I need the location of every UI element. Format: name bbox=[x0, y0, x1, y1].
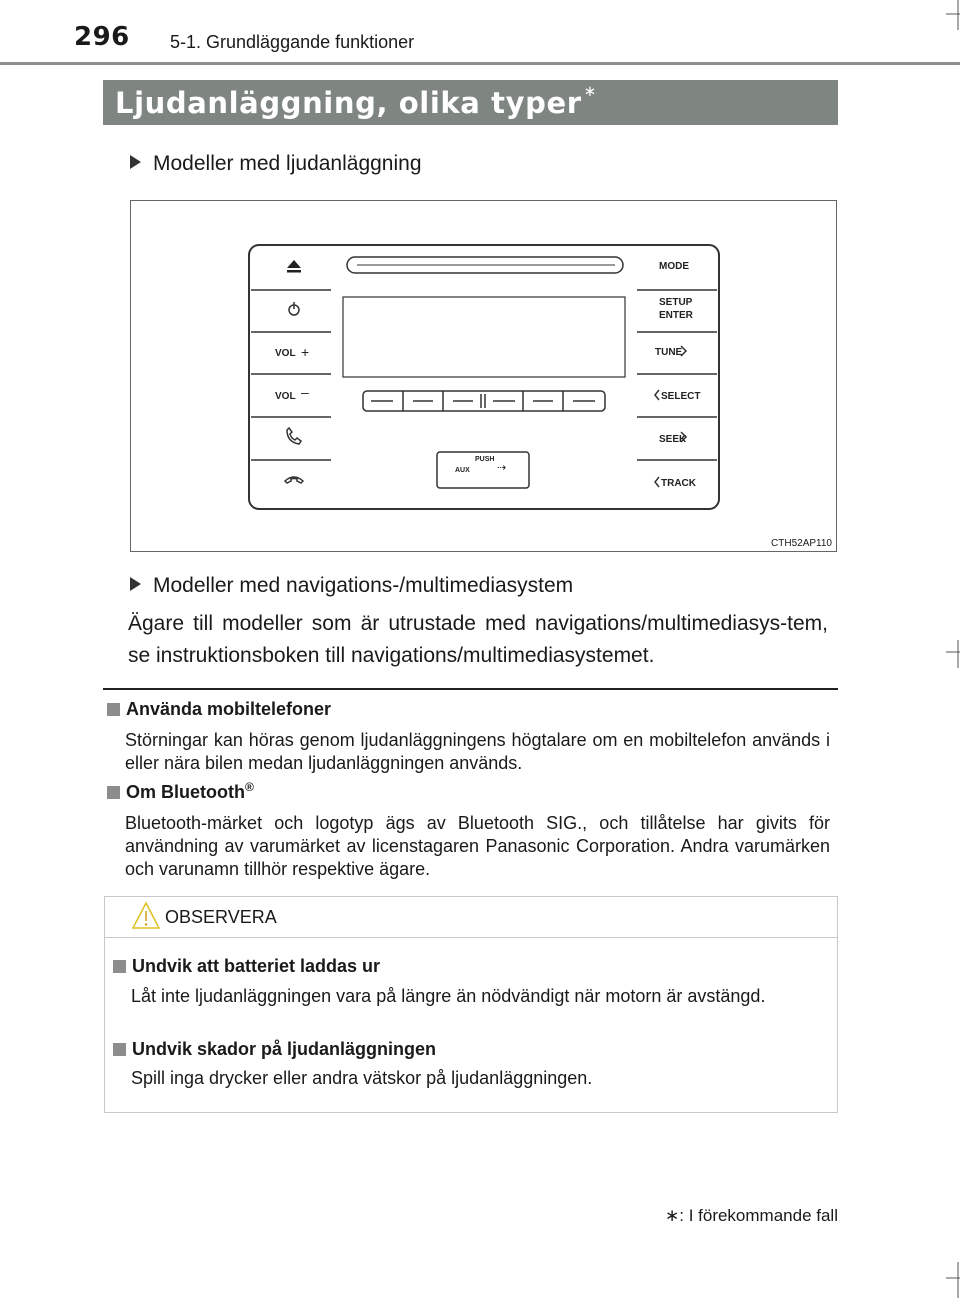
bullet-item bbox=[130, 574, 573, 598]
audio-unit-figure bbox=[130, 200, 837, 552]
section-body: Bluetooth-märket och logotyp ägs av Bluetooth SIG., och tillåtelse har givits för användning av varumärket av licenstagaren Panasonic Corporation. Andra varumärken och varunamn tillhör respektive ägare. bbox=[125, 813, 830, 879]
header-rule bbox=[0, 62, 960, 65]
warning-item-heading: Undvik skador på ljudanläggningen bbox=[113, 1039, 436, 1060]
vol-up-label: VOL bbox=[275, 348, 296, 359]
triangle-bullet-icon bbox=[130, 155, 141, 169]
track-label: TRACK bbox=[661, 478, 696, 489]
bullet-item bbox=[130, 152, 422, 176]
select-label: SELECT bbox=[661, 391, 701, 402]
enter-label: ENTER bbox=[659, 310, 693, 321]
tune-label: TUNE bbox=[655, 347, 683, 358]
svg-text:+: + bbox=[301, 344, 310, 360]
warning-header bbox=[105, 897, 837, 938]
section-body: Störningar kan höras genom ljudanläggningens högtalare om en mobiltelefon används i eller nära bilen medan ljudanläggningen används. bbox=[125, 730, 830, 773]
section-heading: Använda mobiltelefoner bbox=[107, 699, 331, 720]
section-title: Ljudanläggning, olika typer ∗ bbox=[115, 82, 597, 120]
section-heading: Om Bluetooth® bbox=[107, 780, 254, 803]
figure-code: CTH52AP110 bbox=[771, 538, 832, 549]
aux-push-label: PUSH bbox=[475, 456, 495, 463]
square-bullet-icon bbox=[113, 1043, 126, 1056]
vol-down-label: VOL bbox=[275, 391, 296, 402]
section-separator bbox=[103, 688, 838, 690]
setup-label: SETUP bbox=[659, 297, 693, 308]
bullet-text: Modeller med ljudanläggning bbox=[153, 152, 422, 175]
svg-text:⇢: ⇢ bbox=[497, 462, 507, 474]
warning-item-body: Spill inga drycker eller andra vätskor på ljudanläggningen. bbox=[131, 1068, 593, 1088]
warning-box bbox=[104, 896, 838, 1113]
square-bullet-icon bbox=[107, 786, 120, 799]
page-number: 296 bbox=[74, 22, 130, 52]
intro-paragraph: Ägare till modeller som är utrustade med navigations/multimediasys-tem, se instruktionsboken till navigations/multimediasystemet. bbox=[128, 612, 828, 667]
warning-item-heading: Undvik att batteriet laddas ur bbox=[113, 956, 380, 977]
square-bullet-icon bbox=[113, 960, 126, 973]
section-title-bar bbox=[103, 80, 838, 125]
bullet-text: Modeller med navigations-/multimediasystem bbox=[153, 574, 574, 597]
audio-unit-illustration bbox=[131, 201, 836, 551]
square-bullet-icon bbox=[107, 703, 120, 716]
svg-text:–: – bbox=[301, 384, 309, 400]
triangle-bullet-icon bbox=[130, 577, 141, 591]
seek-label: SEEK bbox=[659, 434, 687, 445]
chapter-title: 5-1. Grundläggande funktioner bbox=[170, 32, 415, 52]
warning-item-body: Låt inte ljudanläggningen vara på längre än nödvändigt när motorn är avstängd. bbox=[131, 986, 766, 1006]
title-marker: ∗ bbox=[583, 82, 597, 100]
mode-label: MODE bbox=[659, 261, 689, 272]
footnote: ∗: I förekommande fall bbox=[665, 1206, 838, 1225]
warning-label: OBSERVERA bbox=[165, 907, 277, 927]
warning-triangle-icon bbox=[131, 901, 161, 931]
aux-label: AUX bbox=[455, 467, 470, 474]
